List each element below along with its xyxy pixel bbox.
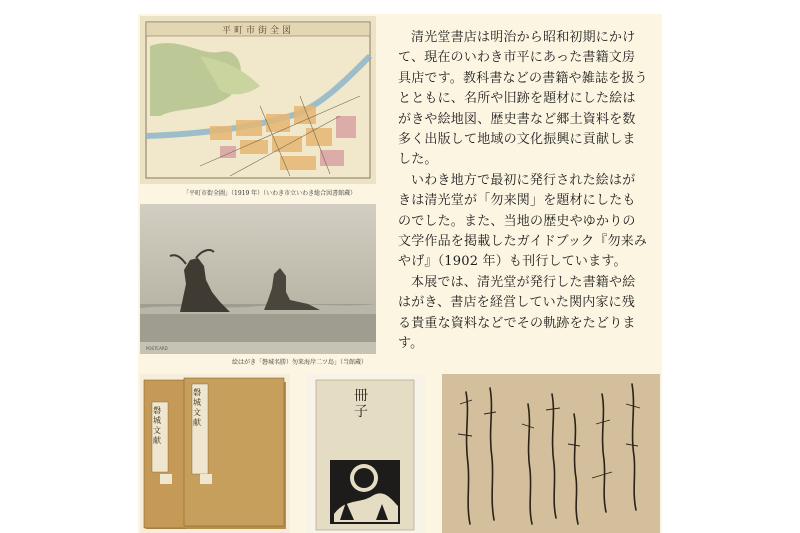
handwritten-letter-image — [442, 374, 660, 533]
description-paragraph-3: 本展では、清光堂が発行した書籍や絵はがき、書店を経営していた関内家に残る貴重な資料などでその軌跡をたどります。 — [398, 274, 636, 352]
map-caption: 「平町市街全圖」（1919 年）（いわき市立いわき総合図書館蔵） — [183, 190, 357, 197]
svg-text:POSTCARD: POSTCARD — [146, 346, 168, 351]
description-paragraph-2: いわき地方で最初に発行された絵はがきは清光堂が「勿来関」を題材にしたものでした。また、当地の歴史やゆかりの文学作品を掲載したガイドブック『勿来みやげ』（1902 年）も刊行しています。 — [398, 172, 648, 270]
book-spine-left: 磐城文献 — [153, 406, 161, 445]
city-map-image — [140, 16, 376, 184]
book-spine-right: 磐城文献 — [193, 388, 201, 427]
postcard-image — [140, 204, 376, 354]
magazine-cover-title: 冊子 — [354, 388, 368, 420]
map-title: 平町市街全図 — [221, 26, 294, 36]
description-paragraph-1: 清光堂書店は明治から昭和初期にかけて、現在のいわき市平にあった書籍文房具店です。教科書などの書籍や雑誌を扱うとともに、名所や旧跡を題材にした絵はがきや絵地図、歴史書など郷土資料を数多く出版して地域の文化振興に貢献しました。 — [398, 30, 648, 168]
magazine-image — [306, 374, 426, 533]
books-image — [140, 374, 290, 533]
exhibition-description — [398, 28, 648, 355]
postcard-caption: 絵はがき「磐城名勝）勿来海岸二ツ島」（当館蔵） — [232, 359, 368, 366]
